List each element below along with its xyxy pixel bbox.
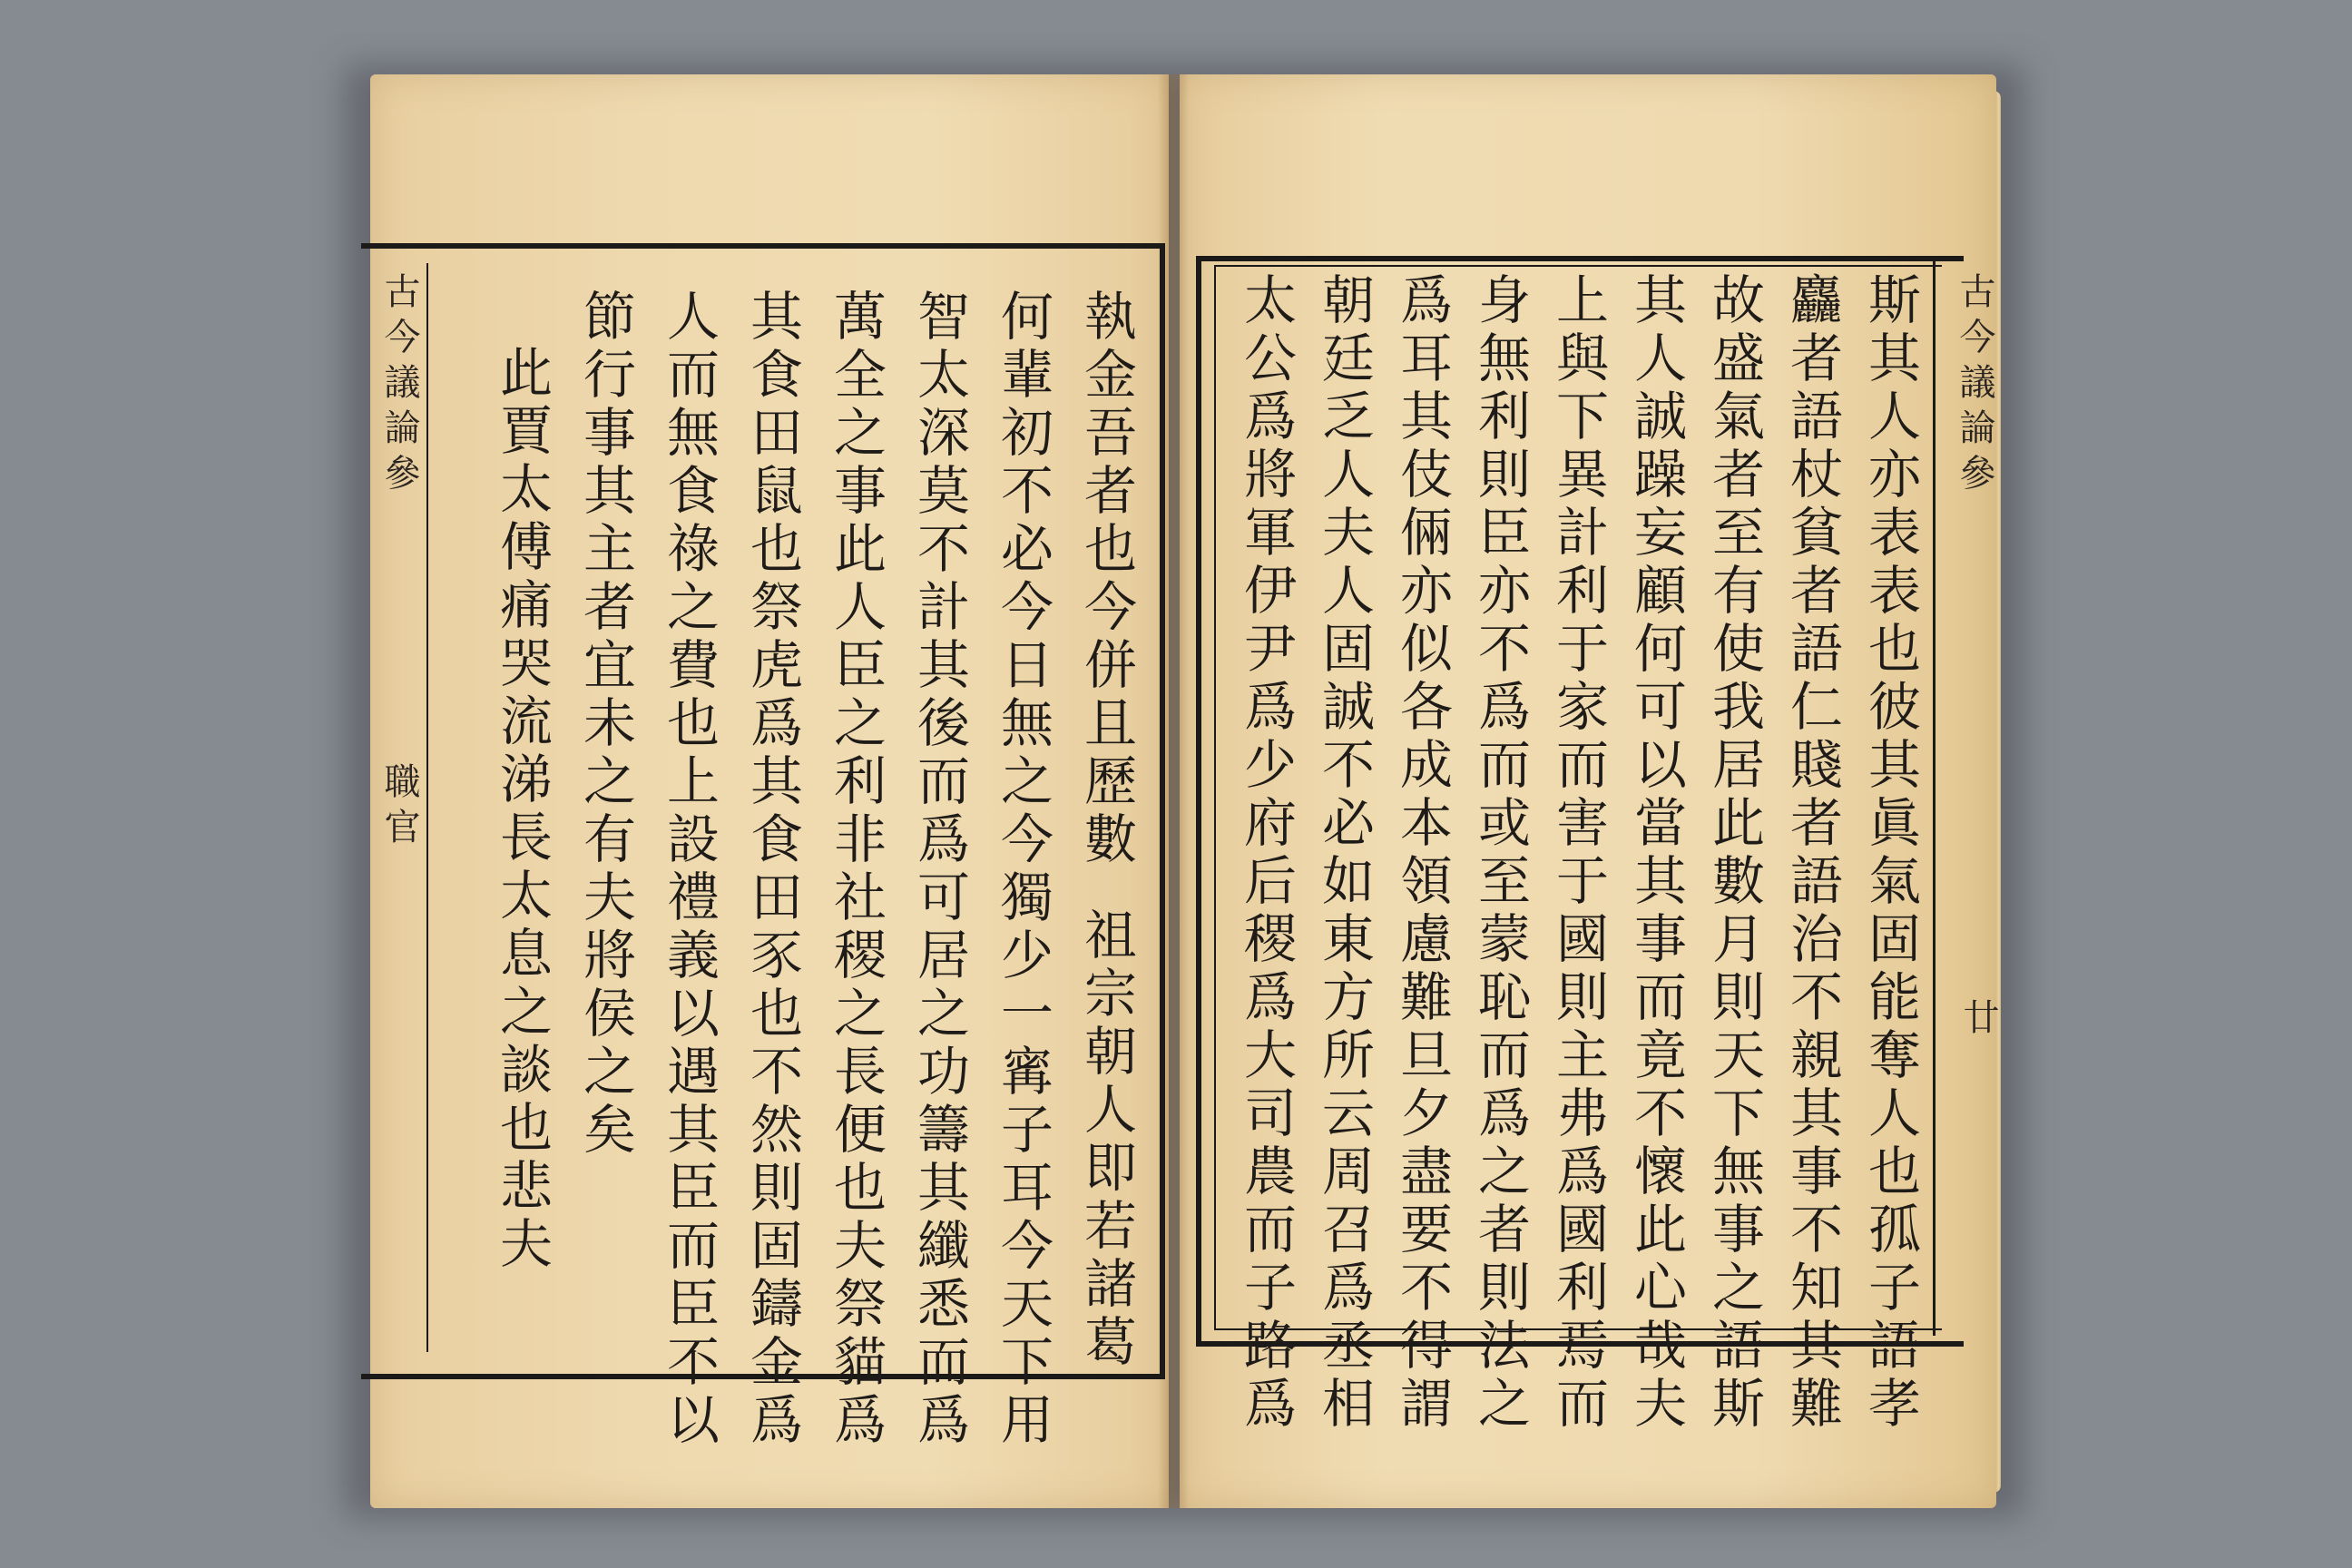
left-column-7: 節行事其主者宜未之有夫將侯之矣 bbox=[574, 289, 636, 1160]
right-column-2: 麤者語杖貧者語仁賤者語治不親其事不知其難 bbox=[1781, 272, 1843, 1434]
left-column-8: 此賈太傅痛哭流涕長太息之談也悲夫 bbox=[491, 345, 553, 1274]
left-column-5: 其食田鼠也祭虎爲其食田豕也不然則固鑄金爲 bbox=[741, 289, 803, 1450]
right-folio: 廿 bbox=[1957, 998, 1999, 1034]
left-column-1: 執金吾者也今併且歷數 bbox=[1075, 289, 1137, 869]
left-column-1-head: 祖宗朝人即若諸葛 bbox=[1075, 907, 1137, 1372]
right-column-5: 上與下異計利于家而害于國則主弗爲國利焉而 bbox=[1547, 272, 1609, 1434]
right-column-1: 斯其人亦表表也彼其眞氣固能奪人也孤子語孝 bbox=[1859, 272, 1921, 1434]
right-column-8: 朝廷乏人夫人固誠不必如東方所云周召爲丞相 bbox=[1313, 272, 1375, 1434]
left-column-6: 人而無食祿之費也上設禮義以遇其臣而臣不以 bbox=[658, 289, 720, 1450]
left-margin-title: 古今議論參 bbox=[378, 272, 420, 499]
right-margin-title: 古今議論參 bbox=[1954, 272, 1995, 499]
right-column-3: 故盛氣者至有使我居此數月則天下無事之語斯 bbox=[1703, 272, 1765, 1434]
left-column-4: 萬全之事此人臣之利非社稷之長便也夫祭貓爲 bbox=[825, 289, 887, 1450]
right-column-4: 其人誠躁妄顧何可以當其事而竟不懷此心哉夫 bbox=[1625, 272, 1687, 1434]
left-column-3: 智太深莫不計其後而爲可居之功籌其纖悉而爲 bbox=[908, 289, 970, 1450]
right-margin-rule bbox=[1933, 256, 1936, 1336]
left-column-2: 何輩初不必今日無之今獨少一寗子耳今天下用 bbox=[992, 289, 1054, 1450]
right-column-9: 太公爲將軍伊尹爲少府后稷爲大司農而子路爲 bbox=[1235, 272, 1297, 1434]
right-column-6: 身無利則臣亦不爲而或至蒙恥而爲之者則法之 bbox=[1469, 272, 1531, 1434]
right-column-7: 爲耳其伎倆亦似各成本領慮難旦夕盡要不得謂 bbox=[1391, 272, 1453, 1434]
left-margin-label: 職官 bbox=[378, 762, 420, 853]
